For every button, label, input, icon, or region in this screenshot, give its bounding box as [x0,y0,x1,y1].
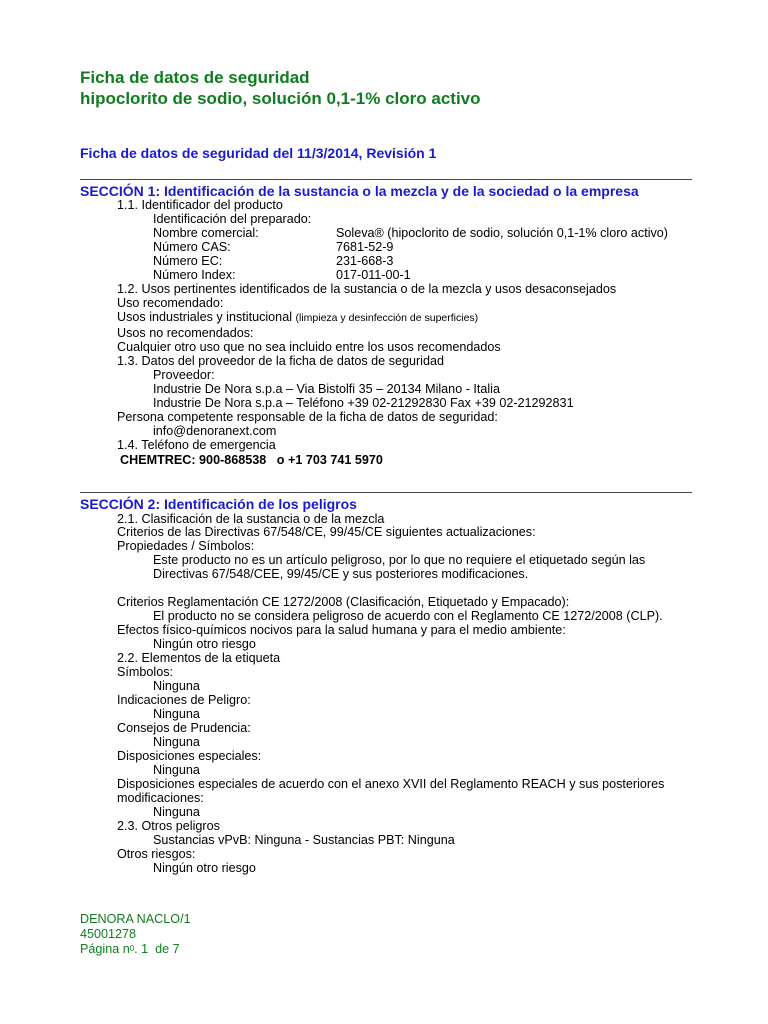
document-subtitle: hipoclorito de sodio, solución 0,1-1% cloro activo [80,89,481,108]
document-title: Ficha de datos de seguridad [80,68,310,87]
simbolos-label: Símbolos: [117,665,173,679]
criterios-ce: Criterios Reglamentación CE 1272/2008 (Clasificación, Etiquetado y Empacado): [117,595,570,609]
ident-preparado: Identificación del preparado: [153,212,312,226]
efectos: Efectos físico-químicos nocivos para la salud humana y para el medio ambiente: [117,623,566,637]
s2-3-heading: 2.3. Otros peligros [117,819,220,833]
cualquier-otro-uso: Cualquier otro uso que no sea incluido entre los usos recomendados [117,340,501,354]
consejos-label: Consejos de Prudencia: [117,721,251,735]
section2-heading: SECCIÓN 2: Identificación de los peligros [80,496,357,512]
chemtrec-number: CHEMTREC: 900-868538 o +1 703 741 5970 [120,453,383,467]
propiedades-simbolos: Propiedades / Símbolos: [117,539,255,553]
s1-1-heading: 1.1. Identificador del producto [117,198,283,212]
disposiciones-reach-line1: Disposiciones especiales de acuerdo con el anexo XVII del Reglamento REACH y sus posteriores [117,777,665,791]
ningun-otro-riesgo-1: Ningún otro riesgo [153,637,256,651]
s2-2-heading: 2.2. Elementos de la etiqueta [117,651,281,665]
disposiciones-reach-line2: modificaciones: [117,791,204,805]
ningun-otro-riesgo-2: Ningún otro riesgo [153,861,256,875]
ec-value: 231-668-3 [336,254,394,268]
disposiciones-value: Ninguna [153,763,200,777]
index-label: Número Index: [153,268,236,282]
persona-competente: Persona competente responsable de la ficha de datos de seguridad: [117,410,498,424]
usos-industriales-text: Usos industriales y institucional [117,310,292,324]
cas-label: Número CAS: [153,240,231,254]
page-suffix: . 1 de 7 [134,942,180,956]
vpvb-pbt: Sustancias vPvB: Ninguna - Sustancias PBT: Ninguna [153,833,455,847]
cas-value: 7681-52-9 [336,240,394,254]
section1-heading: SECCIÓN 1: Identificación de la sustancia o la mezcla y de la sociedad o la empresa [80,183,639,199]
otros-riesgos-label: Otros riesgos: [117,847,196,861]
indicaciones-value: Ninguna [153,707,200,721]
usos-no-recomendados: Usos no recomendados: [117,326,254,340]
s2-1-heading: 2.1. Clasificación de la sustancia o de la mezcla [117,512,385,526]
section1-divider [80,179,692,180]
uso-recomendado: Uso recomendado: [117,296,224,310]
s1-2-heading: 1.2. Usos pertinentes identificados de la sustancia o de la mezcla y usos desaconsejados [117,282,617,296]
revision-line: Ficha de datos de seguridad del 11/3/2014, Revisión 1 [80,145,437,161]
footer-number: 45001278 [80,927,137,941]
s1-4-heading: 1.4. Teléfono de emergencia [117,438,276,452]
simbolos-value: Ninguna [153,679,200,693]
page-sup: 0 [129,944,135,953]
nombre-comercial-label: Nombre comercial: [153,226,259,240]
usos-industriales-note: (limpieza y desinfección de superficies) [295,312,479,324]
proveedor-phone: Industrie De Nora s.p.a – Teléfono +39 02-21292830 Fax +39 02-21292831 [153,396,574,410]
proveedor-address: Industrie De Nora s.p.a – Via Bistolfi 35 – 20134 Milano - Italia [153,382,500,396]
contact-email[interactable]: info@denoranext.com [153,424,277,438]
page-number [80,942,180,956]
disposiciones-label: Disposiciones especiales: [117,749,262,763]
criterios-directivas: Criterios de las Directivas 67/548/CE, 99/45/CE siguientes actualizaciones: [117,525,536,539]
page-prefix: Página n [80,942,130,956]
no-peligroso-line1: Este producto no es un artículo peligroso, por lo que no requiere el etiquetado según las [153,553,646,567]
nombre-comercial-value: Soleva® (hipoclorito de sodio, solución 0,1-1% cloro activo) [336,226,668,240]
no-peligroso-line2: Directivas 67/548/CEE, 99/45/CE y sus posteriores modificaciones. [153,567,529,581]
index-value: 017-011-00-1 [336,268,411,282]
ec-label: Número EC: [153,254,223,268]
proveedor-label: Proveedor: [153,368,215,382]
consejos-value: Ninguna [153,735,200,749]
no-considera-peligroso: El producto no se considera peligroso de acuerdo con el Reglamento CE 1272/2008 (CLP). [153,609,663,623]
indicaciones-label: Indicaciones de Peligro: [117,693,251,707]
disposiciones-reach-value: Ninguna [153,805,200,819]
footer-code: DENORA NACLO/1 [80,912,191,926]
usos-industriales [117,310,478,325]
s1-3-heading: 1.3. Datos del proveedor de la ficha de datos de seguridad [117,354,444,368]
section2-divider [80,492,692,493]
